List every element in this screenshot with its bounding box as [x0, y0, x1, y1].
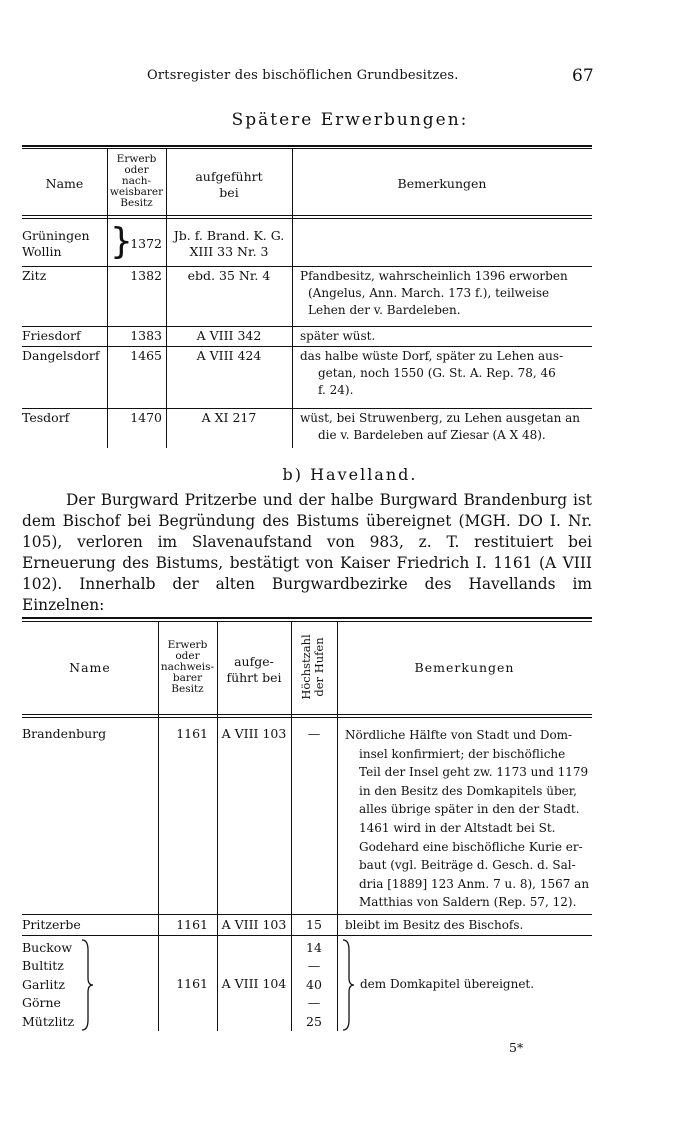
table-row-name: Zitz: [22, 268, 47, 283]
header-erwerb-line: nach-: [121, 175, 152, 187]
header-bemerkungen: Bemerkungen: [397, 176, 487, 191]
note-line: Teil der Insel geht zw. 1173 und 1179: [359, 765, 589, 780]
header-erwerb-line: nachweis-: [160, 661, 215, 673]
table-row-ref: A VIII 103: [221, 917, 287, 932]
table-row-year: 1470: [130, 410, 162, 425]
header-erwerb: [158, 640, 217, 695]
header-erwerb-line: barer: [172, 672, 203, 684]
header-aufgefuehrt-line: aufge-: [234, 654, 274, 669]
brace-icon: [341, 938, 357, 1032]
place-name: Garlitz: [22, 976, 66, 992]
note-line: f. 24).: [318, 383, 354, 397]
table-row-note: dem Domkapitel übereignet.: [360, 977, 535, 991]
place-name: Görne: [22, 995, 61, 1011]
header-erwerb-line: oder: [124, 164, 149, 176]
header-erwerb: [107, 154, 166, 209]
place-name: Grüningen: [22, 228, 90, 243]
note-line: alles übrige später in den der Stadt.: [359, 802, 580, 817]
header-hufen: [300, 622, 330, 712]
table-row-ref: ebd. 35 Nr. 4: [187, 268, 271, 283]
table-row-ref: A VIII 342: [196, 328, 262, 343]
hufen-value: 25: [306, 1013, 322, 1029]
note-line: wüst, bei Struwenberg, zu Lehen ausgetan an: [300, 411, 581, 425]
header-hufen-line: der Hufen: [312, 637, 326, 697]
hufen-value: —: [307, 995, 321, 1011]
header-aufgefuehrt-line: führt bei: [226, 670, 282, 685]
place-name: Bultitz: [22, 958, 64, 974]
place-name: Buckow: [22, 940, 73, 955]
table-row-name: [22, 228, 90, 260]
note-line: insel konfirmiert; der bischöfliche: [359, 746, 566, 761]
note-line: Godehard eine bischöfliche Kurie er-: [359, 839, 583, 854]
header-name: Name: [69, 660, 111, 675]
place-name: Wollin: [22, 244, 62, 259]
signature-mark: 5*: [509, 1040, 524, 1055]
header-bemerkungen: Bemerkungen: [414, 660, 515, 675]
header-erwerb-line: Besitz: [120, 197, 153, 209]
paragraph-text: Der Burgward Pritzerbe und der halbe Burgward Brandenburg ist dem Bischof bei Begründung des Bistums übereignet (MGH. DO I. Nr. 105), verloren im Slavenaufstand von 983, z. T. restituiert bei Erneuerung des Bistums, bestätigt von Kaiser Friedrich I. 1161 (A VIII 102). Innerhalb der alten Burgwardbezirke des Havellands im Einzelnen:: [22, 491, 592, 614]
table-row-name: Pritzerbe: [22, 917, 81, 932]
table-row-year: 1382: [130, 268, 162, 283]
header-erwerb-line: Erwerb: [167, 639, 208, 651]
table-row-year: 1161: [176, 917, 208, 932]
section-title-havelland: b) Havelland.: [282, 465, 418, 484]
header-hufen-line: Höchstzahl: [299, 634, 313, 700]
table-row-note: später wüst.: [300, 329, 376, 343]
table-row-note: bleibt im Besitz des Bischofs.: [345, 918, 524, 932]
table-row-name: Tesdorf: [22, 410, 70, 425]
note-line: Pfandbesitz, wahrscheinlich 1396 erworben: [300, 269, 568, 283]
note-line: die v. Bardeleben auf Ziesar (A X 48).: [318, 428, 546, 442]
table-row-ref: A XI 217: [201, 410, 257, 425]
note-line: in den Besitz des Domkapitels über,: [359, 783, 577, 798]
table-row-hufen-group: [291, 939, 337, 1031]
ref-line: Jb. f. Brand. K. G.: [173, 228, 285, 243]
page-number: 67: [572, 66, 594, 86]
place-name: Mützlitz: [22, 1013, 75, 1029]
section-title-spaetere-erwerbungen: Spätere Erwerbungen:: [231, 110, 469, 130]
brace-icon: }: [110, 221, 133, 262]
table-row-ref: [166, 228, 292, 260]
hufen-value: —: [307, 958, 321, 974]
header-erwerb-line: weisbarer: [109, 186, 164, 198]
note-line: Nördliche Hälfte von Stadt und Dom-: [345, 728, 573, 742]
table-row-name: Friesdorf: [22, 328, 81, 343]
note-line: Lehen der v. Bardeleben.: [308, 303, 461, 317]
table-row-ref: A VIII 104: [221, 976, 287, 991]
running-head: Ortsregister des bischöflichen Grundbesitzes.: [147, 68, 459, 83]
table-row-year: 1383: [130, 328, 162, 343]
hufen-value: 40: [306, 976, 322, 992]
table-row-note: [300, 268, 592, 319]
hufen-value: 14: [306, 940, 322, 955]
header-erwerb-line: oder: [175, 650, 200, 662]
table-row-year: 1161: [176, 976, 208, 991]
note-line: Matthias von Saldern (Rep. 57, 12).: [359, 895, 577, 910]
table-row-note: [300, 410, 592, 444]
table-row-note: [300, 348, 592, 399]
header-aufgefuehrt: [217, 654, 291, 686]
header-aufgefuehrt: aufgeführt bei: [195, 169, 263, 200]
ref-line: XIII 33 Nr. 3: [189, 244, 269, 259]
note-line: 1461 wird in der Altstadt bei St.: [359, 820, 556, 835]
header-erwerb-line: Erwerb: [116, 153, 157, 165]
table-row-ref: A VIII 424: [196, 348, 262, 363]
note-line: das halbe wüste Dorf, später zu Lehen aus-: [300, 349, 564, 363]
note-line: baut (vgl. Beiträge d. Gesch. d. Sal-: [359, 858, 576, 873]
note-line: dria [1889] 123 Anm. 7 u. 8), 1567 an: [359, 876, 590, 891]
table-row-name: Dangelsdorf: [22, 348, 100, 363]
note-line: (Angelus, Ann. March. 173 f.), teilweise: [308, 286, 550, 300]
table-row-ref: A VIII 103: [221, 726, 287, 741]
table-row-hufen: —: [307, 726, 321, 741]
table-row-year: 1161: [176, 726, 208, 741]
table-row-name-group: [22, 939, 74, 1031]
table-row-hufen: 15: [306, 917, 322, 932]
brace-icon: [80, 938, 96, 1032]
table-row-name: Brandenburg: [22, 726, 107, 741]
note-line: getan, noch 1550 (G. St. A. Rep. 78, 46: [318, 366, 556, 380]
header-name: Name: [45, 176, 84, 191]
table-row-year: 1465: [130, 348, 162, 363]
table-row-note: [345, 726, 590, 912]
body-paragraph: [22, 490, 592, 616]
table-row-year: 1372: [130, 236, 162, 251]
header-erwerb-line: Besitz: [171, 683, 204, 695]
